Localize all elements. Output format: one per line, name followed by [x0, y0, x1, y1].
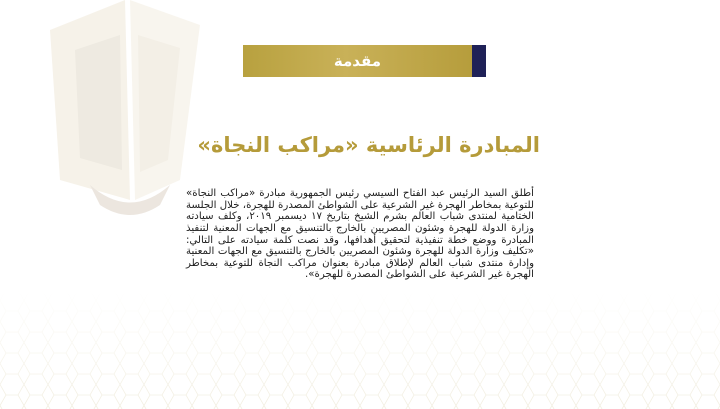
hexagon-pattern	[0, 290, 720, 409]
page-title: المبادرة الرئاسية «مراكب النجاة»	[197, 133, 540, 157]
emblem-watermark-icon	[30, 0, 220, 220]
section-header-band	[243, 45, 472, 77]
section-header-accent	[472, 45, 486, 77]
section-header-label: مقدمة	[333, 52, 382, 70]
body-paragraph: أطلق السيد الرئيس عبد الفتاح السيسي رئيس الجمهورية مبادرة «مراكب النجاة» للتوعية بمخاطر الهجرة غير الشرعية على الشواطئ المصدرة للهجرة، خلال الجلسة الختامية لمنتدى شباب العالم بشرم الشيخ بتاريخ ١٧ ديسمبر ٢٠١٩، وكلف سيادته وزارة الدولة للهجرة وشئون المصريين بالخارج بالتنسيق مع الجهات المعنية لتنفيذ المبادرة ووضع خطة تنفيذية لتحقيق أهدافها، وقد نصت كلمة سيادته على التالي: «تكليف وزارة الدولة للهجرة وشئون المصريين بالخارج بالتنسيق مع الجهات المعنية وإدارة منتدى شباب العالم لإطلاق مبادرة بعنوان مراكب النجاة للتوعية بمخاطر الهجرة غير الشرعية على الشواطئ المصدرة للهجرة».	[186, 188, 534, 281]
